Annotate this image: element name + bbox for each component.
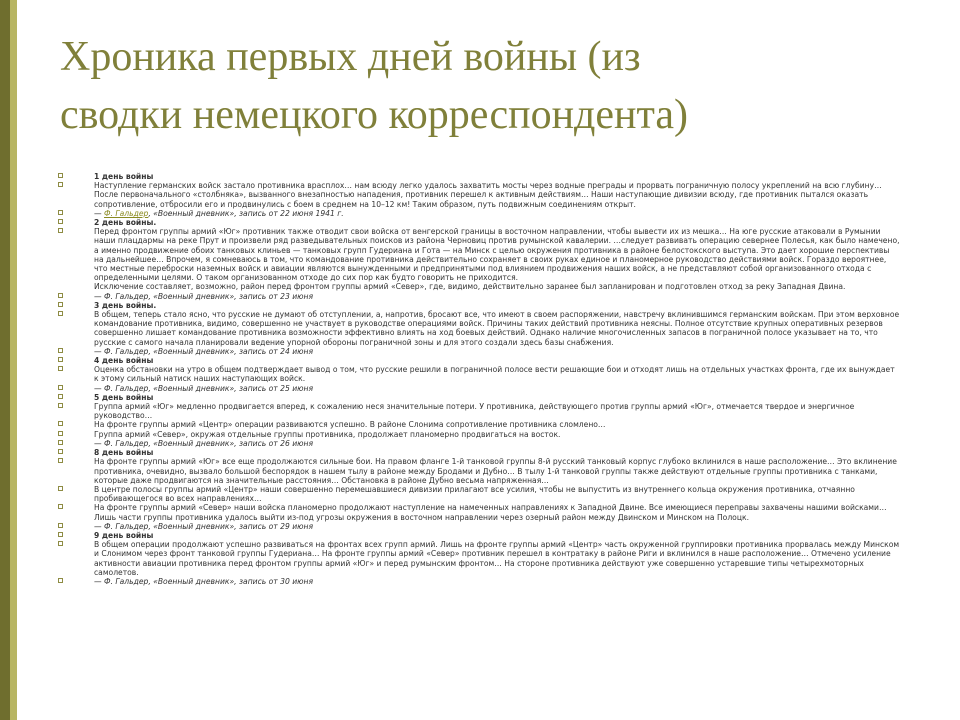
chronicle-text: На фронте группы армий «Центр» операции развиваются успешно. В районе Слонима сопротивление противника сломлено… bbox=[94, 420, 606, 430]
source-signature: — Ф. Гальдер, «Военный дневник», запись от 26 июня bbox=[94, 438, 314, 448]
list-item bbox=[58, 457, 900, 485]
source-signature: — Ф. Гальдер, «Военный дневник», запись от 24 июня bbox=[94, 346, 314, 356]
left-accent-band-light bbox=[10, 0, 17, 720]
square-bullet-icon bbox=[58, 449, 63, 454]
chronicle-text: Группа армий «Север», окружая отдельные группы противника, продолжает планомерно продвигаться на восток. bbox=[94, 429, 561, 439]
square-bullet-icon bbox=[58, 293, 63, 298]
day-heading: 3 день войны. bbox=[94, 300, 157, 310]
source-signature: — Ф. Гальдер, «Военный дневник», запись от 23 июня bbox=[94, 291, 314, 301]
square-bullet-icon bbox=[58, 348, 63, 353]
square-bullet-icon bbox=[58, 219, 63, 224]
chronicle-list bbox=[58, 172, 900, 586]
list-item bbox=[58, 393, 900, 402]
square-bullet-icon bbox=[58, 210, 63, 215]
list-item bbox=[58, 384, 900, 393]
signature-source: , «Военный дневник», запись от 22 июня 1941 г. bbox=[148, 208, 344, 218]
day-heading: 9 день войны bbox=[94, 530, 154, 540]
chronicle-text: Перед фронтом группы армий «Юг» противник также отводит свои войска от венгерской границы в восточном направлении, чтобы вывести их из мешка… На юге русские атаковали в Румынии наши плацдармы на реке Прут и произвели ряд разведывательных поисков из района Черновиц против румынской кавалерии. …следует развивать операцию севернее Полесья, как было намечено, а именно продвижение обоих танковых клиньев — танковых групп Гудериана и Гота — на Минск с целью окружения противника в районе белостокского выступа. Это дает хорошие перспективы на дальнейшее… Впрочем, я сомневаюсь в том, что командование противника действительно сохраняет в своих руках единое и планомерное руководство действиями войск. Гораздо вероятнее, что местные переброски наземных войск и авиации являются вынужденными и предпринятыми под влиянием продвижения наших войск, а не представляют собой организованного отхода с определенными целями. О таком организованном отходе до сих пор как будто говорить не приходится. Исключение составляет, возможно, район перед фронтом группы армий «Север», где, видимо, действительно заранее был запланирован и подготовлен отход за реку Западная Двина. bbox=[94, 227, 900, 292]
source-signature bbox=[94, 209, 344, 218]
square-bullet-icon bbox=[58, 486, 63, 491]
chronicle-text: На фронте группы армий «Юг» все еще продолжаются сильные бои. На правом фланге 1-й танковой группы 8-й русский танковый корпус глубоко вклинился в наше расположение… Это вклинение противника, очевидно, вызвало большой беспорядок в нашем тылу в районе между Бродами и Дубно… В тылу 1-й танковой группы также действуют отдельные группы противника с танками, которые даже продвигаются на значительные расстояния… Обстановка в районе Дубно весьма напряженная… bbox=[94, 457, 897, 485]
list-item bbox=[58, 172, 900, 181]
chronicle-text: В центре полосы группы армий «Центр» наши совершенно перемешавшиеся дивизии прилагают все усилия, чтобы не выпустить из внутреннего кольца окружения противника, отчаянно пробивающегося во всех направлениях… bbox=[94, 484, 855, 504]
list-item bbox=[58, 181, 900, 209]
source-signature: — Ф. Гальдер, «Военный дневник», запись от 30 июня bbox=[94, 576, 314, 586]
square-bullet-icon bbox=[58, 440, 63, 445]
square-bullet-icon bbox=[58, 385, 63, 390]
list-item bbox=[58, 301, 900, 310]
square-bullet-icon bbox=[58, 228, 63, 233]
list-item bbox=[58, 430, 900, 439]
source-signature: — Ф. Гальдер, «Военный дневник», запись от 29 июня bbox=[94, 521, 314, 531]
left-accent-band-dark bbox=[0, 0, 10, 720]
square-bullet-icon bbox=[58, 532, 63, 537]
day-heading: 4 день войны bbox=[94, 356, 154, 366]
source-signature: — Ф. Гальдер, «Военный дневник», запись от 25 июня bbox=[94, 383, 314, 393]
list-item bbox=[58, 227, 900, 291]
list-item bbox=[58, 356, 900, 365]
list-item bbox=[58, 522, 900, 531]
square-bullet-icon bbox=[58, 458, 63, 463]
list-item bbox=[58, 292, 900, 301]
list-item bbox=[58, 439, 900, 448]
square-bullet-icon bbox=[58, 302, 63, 307]
square-bullet-icon bbox=[58, 394, 63, 399]
square-bullet-icon bbox=[58, 366, 63, 371]
list-item bbox=[58, 540, 900, 577]
square-bullet-icon bbox=[58, 541, 63, 546]
square-bullet-icon bbox=[58, 182, 63, 187]
list-item bbox=[58, 218, 900, 227]
square-bullet-icon bbox=[58, 578, 63, 583]
square-bullet-icon bbox=[58, 311, 63, 316]
list-item bbox=[58, 577, 900, 586]
list-item bbox=[58, 310, 900, 347]
list-item bbox=[58, 209, 900, 218]
square-bullet-icon bbox=[58, 173, 63, 178]
list-item bbox=[58, 485, 900, 503]
list-item bbox=[58, 365, 900, 383]
square-bullet-icon bbox=[58, 403, 63, 408]
chronicle-text: В общем, теперь стало ясно, что русские не думают об отступлении, а, напротив, бросают все, что имеют в своем распоряжении, навстречу вклинившимся германским войскам. При этом верховное командование противника, видимо, совершенно не участвует в руководстве операциями войск. Причины таких действий противника неясны. Полное отсутствие крупных оперативных резервов совершенно лишает командование противника возможности эффективно влиять на ход боевых действий. Однако наличие многочисленных запасов в пограничной полосе указывает на то, что русские с самого начала планировали ведение упорной обороны пограничной зоны и для этого создали здесь базы снабжения. bbox=[94, 310, 900, 347]
list-item bbox=[58, 503, 900, 521]
day-heading: 2 день войны. bbox=[94, 218, 157, 228]
square-bullet-icon bbox=[58, 357, 63, 362]
square-bullet-icon bbox=[58, 421, 63, 426]
signature-dash: — bbox=[94, 208, 105, 218]
day-heading: 5 день войны bbox=[94, 392, 154, 402]
day-heading: 1 день войны bbox=[94, 172, 154, 181]
list-item bbox=[58, 402, 900, 420]
chronicle-entries bbox=[58, 218, 900, 586]
square-bullet-icon bbox=[58, 523, 63, 528]
chronicle-text: Наступление германских войск застало противника врасплох… нам всюду легко удалось захватить мосты через водные преграды и прорвать пограничную полосу укреплений на всю глубину… После первоначального «столбняка», вызванного внезапностью нападения, противник перешел к активным действиям… Наши наступающие дивизии всюду, где противник пытался оказать сопротивление, отбросили его и продвинулись с боем в среднем на 10–12 км! Таким образом, путь подвижным соединениям открыт. bbox=[94, 181, 882, 209]
slide-title: Хроника первых дней войны (из сводки немецкого корреспондента) bbox=[60, 34, 689, 138]
square-bullet-icon bbox=[58, 504, 63, 509]
day-heading: 8 день войны bbox=[94, 448, 154, 458]
list-item bbox=[58, 420, 900, 429]
list-item bbox=[58, 531, 900, 540]
chronicle-text: Группа армий «Юг» медленно продвигается вперед, к сожалению неся значительные потери. У противника, действующего против группы армий «Юг», отмечается твердое и энергичное руководство… bbox=[94, 402, 855, 421]
chronicle-text: На фронте группы армий «Север» наши войска планомерно продолжают наступление на намеченных направлениях к Западной Двине. Все имеющиеся переправы захвачены нашими войсками… Лишь части группы противника удалось выйти из-под угрозы окружения в восточном направлении через озерный район между Двинском и Минском на Полоцк. bbox=[94, 503, 887, 522]
author-link[interactable]: Ф. Гальдер bbox=[104, 208, 149, 218]
list-item bbox=[58, 347, 900, 356]
square-bullet-icon bbox=[58, 431, 63, 436]
list-item bbox=[58, 448, 900, 457]
chronicle-text: В общем операции продолжают успешно развиваться на фронтах всех групп армий. Лишь на фронте группы армий «Центр» часть окруженной группировки противника прорвалась между Минском и Слонимом через фронт танковой группы Гудериана… На фронте группы армий «Север» противник перешел в контратаку в районе Риги и вклинился в наше расположение… Отмечено усиление активности авиации противника перед фронтом группы армий «Юг» и перед румынским фронтом… На стороне противника действуют уже совершенно устаревшие типы четырехмоторных самолетов. bbox=[94, 540, 900, 577]
chronicle-text: Оценка обстановки на утро в общем подтверждает вывод о том, что русские решили в пограничной полосе вести решающие бои и отходят лишь на отдельных участках фронта, где их вынуждает к этому сильный натиск наших наступающих войск. bbox=[94, 365, 895, 384]
